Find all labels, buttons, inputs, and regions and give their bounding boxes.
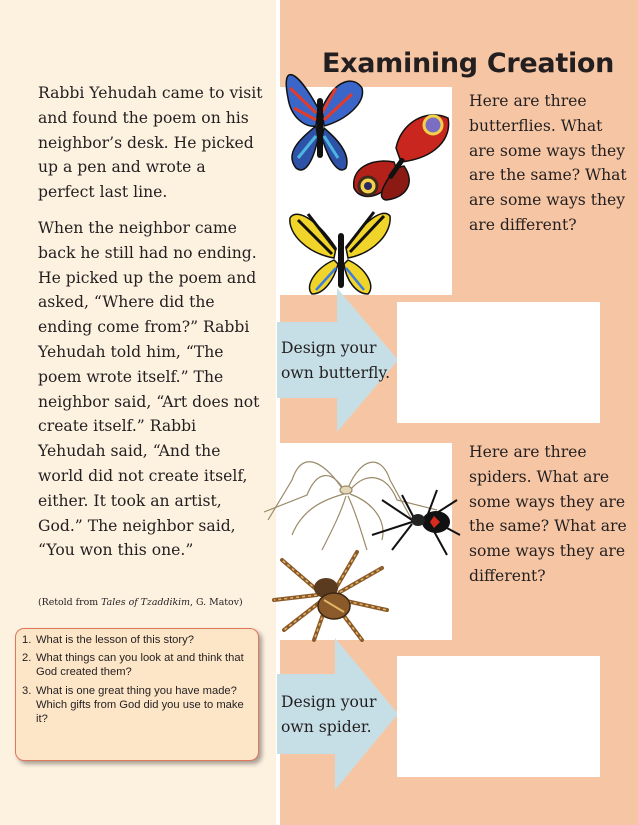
butterfly-design-area[interactable] <box>397 302 600 423</box>
design-butterfly-prompt: Design your own butterfly. <box>281 339 391 382</box>
red-butterfly-image <box>354 115 449 200</box>
story-paragraph-1: Rabbi Yehudah came to visit and found the poem on his neighbor’s desk. He picked up a pen and wrote a perfect last line. <box>38 84 263 202</box>
question-number: 2. <box>22 652 32 665</box>
yellow-butterfly-image <box>290 212 390 294</box>
story-paragraph-2: When the neighbor came back he still had no ending. He picked up the poem and asked, “Where did the ending come from?” Rabbi Yehudah told him, “The poem wrote itself.” The neighbor said, “Art does not create itself.” Rabbi Yehudah said, “And the world did not create itself, either. It took an artist, God.” The neighbor said, “You won this one.” <box>38 219 260 560</box>
credit-suffix: , G. Matov) <box>190 597 243 608</box>
question-number: 3. <box>22 684 32 697</box>
question-text: What is the lesson of this story? <box>36 634 194 646</box>
question-list <box>22 633 250 726</box>
spider-design-area[interactable] <box>397 656 600 777</box>
blue-butterfly-image <box>286 75 362 170</box>
question-number: 1. <box>22 634 32 646</box>
design-spider-prompt: Design your own spider. <box>281 693 377 736</box>
credit-book-title: Tales of Tzaddikim <box>101 597 191 608</box>
question-text: What is one great thing you have made? Which gifts from God did you use to make it? <box>36 684 244 726</box>
question-item <box>22 684 250 727</box>
spiders-question: Here are three spiders. What are some ways they are the same? What are some ways they are different? <box>469 443 627 585</box>
butterflies-question: Here are three butterflies. What are some ways they are the same? What are some ways they are different? <box>469 92 627 234</box>
black-widow-spider-image <box>372 490 460 555</box>
long-legged-spider-image <box>264 462 437 550</box>
section-title: Examining Creation <box>322 48 615 79</box>
spiders-illustration <box>262 440 462 645</box>
story-credit <box>38 597 268 608</box>
question-item <box>22 651 250 679</box>
question-item <box>22 633 250 647</box>
credit-prefix: (Retold from <box>38 597 102 608</box>
question-text: What things can you look at and think that God created them? <box>36 652 244 679</box>
brown-spider-image <box>274 552 387 640</box>
discussion-questions-box <box>15 628 259 761</box>
butterflies-illustration <box>276 58 456 298</box>
